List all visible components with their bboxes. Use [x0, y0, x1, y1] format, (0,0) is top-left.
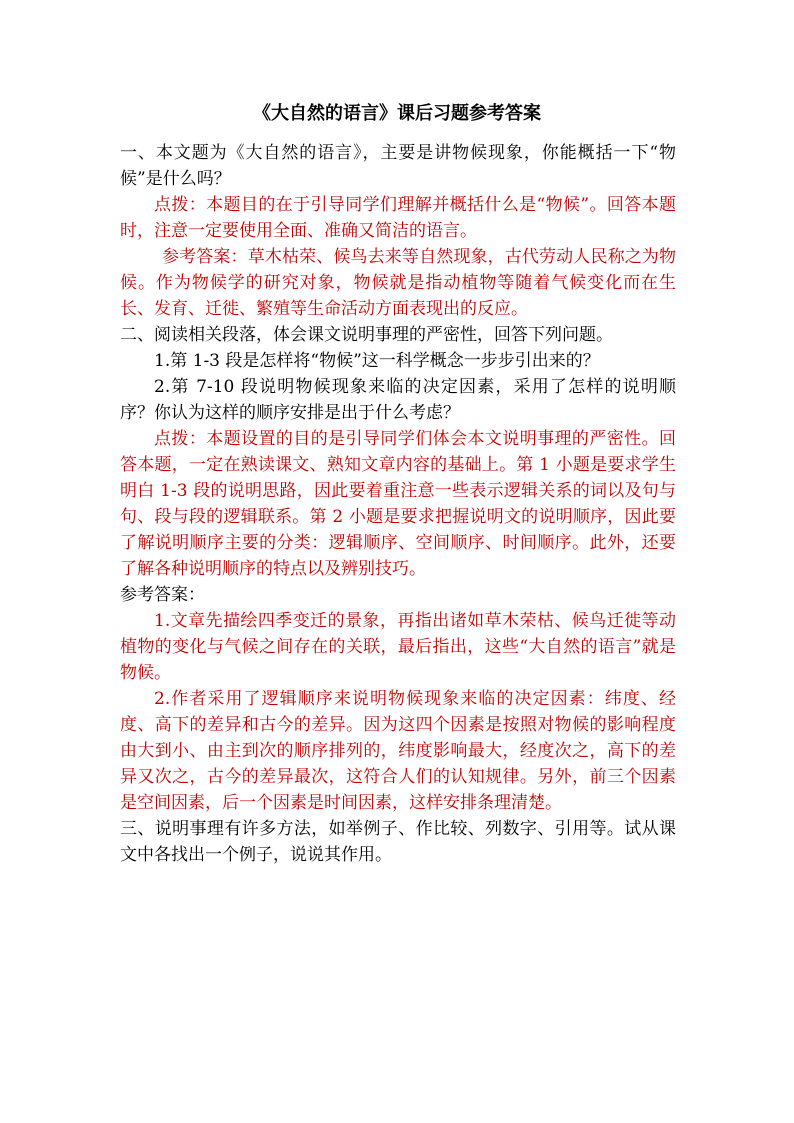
question-2-sub-2: 2.第 7-10 段说明物候现象来临的决定因素，采用了怎样的说明顺序？你认为这样的顺序安排是出于什么考虑？	[120, 377, 676, 423]
question-2: 二、阅读相关段落，体会课文说明事理的严密性，回答下列问题。	[120, 325, 613, 345]
question-2-answer-2: 2.作者采用了逻辑顺序来说明物候现象来临的决定因素：纬度、经度、高下的差异和古今的差异。因为这四个因素是按照对物候的影响程度由大到小、由主到次的顺序排列的，纬度影响最大，经度次之，高下的差异又次之，古今的差异最次，这符合人们的认知规律。另外，前三个因素是空间因素，后一个因素是时间因素，这样安排条理清楚。	[120, 689, 676, 813]
question-1-answer: 参考答案：草木枯荣、候鸟去来等自然现象，古代劳动人民称之为物候。作为物候学的研究对象，物候就是指动植物等随着气候变化而在生长、发育、迁徙、繁殖等生命活动方面表现出的反应。	[120, 247, 676, 319]
document-body	[120, 140, 676, 868]
question-3: 三、说明事理有许多方法，如举例子、作比较、列数字、引用等。试从课文中各找出一个例子，说说其作用。	[120, 819, 676, 865]
page-title: 《大自然的语言》课后习题参考答案	[253, 103, 541, 124]
question-2-answer-label: 参考答案：	[120, 585, 205, 605]
question-2-hint: 点拨：本题设置的目的是引导同学们体会本文说明事理的严密性。回答本题，一定在熟读课文、熟知文章内容的基础上。第 1 小题是要求学生明白 1-3 段的说明思路，因此要着重注意一些表示逻辑关系的词以及句与句、段与段的逻辑联系。第 2 小题是要求把握说明文的说明顺序，因此要了解说明顺序主要的分类：逻辑顺序、空间顺序、时间顺序。此外，还要了解各种说明顺序的特点以及辨别技巧。	[120, 429, 676, 579]
question-1: 一、本文题为《大自然的语言》，主要是讲物候现象，你能概括一下“物候”是什么吗？	[120, 143, 676, 189]
question-2-answer-1: 1.文章先描绘四季变迁的景象，再指出诸如草木荣枯、候鸟迁徙等动植物的变化与气候之间存在的关联，最后指出，这些“大自然的语言”就是物候。	[120, 611, 676, 683]
question-2-sub-1: 1.第 1-3 段是怎样将“物候”这一科学概念一步步引出来的？	[154, 351, 600, 371]
question-1-hint: 点拨：本题目的在于引导同学们理解并概括什么是“物候”。回答本题时，注意一定要使用全面、准确又简洁的语言。	[120, 195, 676, 241]
